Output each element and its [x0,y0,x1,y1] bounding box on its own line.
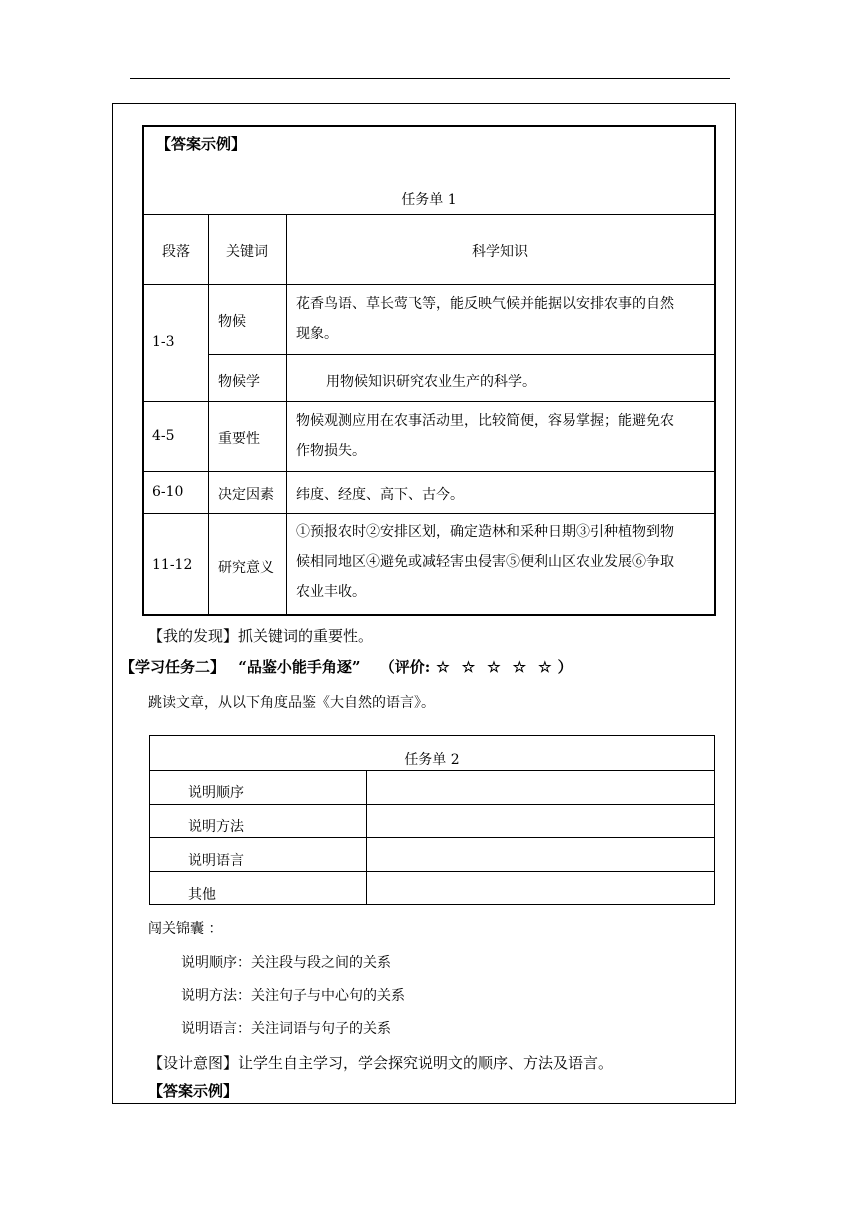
tip-order: 说明顺序：关注段与段之间的关系 [181,955,391,971]
my-discovery: 【我的发现】抓关键词的重要性。 [148,627,374,645]
row-keyword-wuhou: 物候 [218,314,246,330]
row-keyword-significance: 研究意义 [218,560,274,576]
star-icon: ☆ [436,658,450,676]
task2-instruction: 跳读文章，从以下角度品鉴《大自然的语言》。 [148,695,435,711]
tips-title: 闯关锦囊 ： [148,921,223,937]
row-para-11-12: 11-12 [152,557,193,573]
answer-example-label-2: 【答案示例】 [148,1082,239,1100]
row-para-4-5: 4-5 [152,428,175,444]
table2-row-language: 说明语言 [188,853,244,869]
table1-title: 任务单 1 [401,192,457,208]
row-keyword-wuhouxue: 物候学 [218,374,260,390]
row-knowledge-factors: 纬度、经度、高下、古今。 [296,487,464,503]
tip-method: 说明方法：关注句子与中心句的关系 [181,988,405,1004]
table2-row-other: 其他 [188,887,216,903]
task2-title: 【学习任务二】 “品鉴小能手角逐” （评价: ☆ ☆ ☆ ☆ ☆ ） [120,658,573,676]
task-table-2 [149,735,715,905]
task-table-1 [142,125,716,616]
star-icon: ☆ [538,658,552,676]
header-paragraph: 段落 [162,244,190,260]
star-icon: ☆ [461,658,476,676]
tip-language: 说明语言：关注词语与句子的关系 [181,1021,391,1037]
row-keyword-factors: 决定因素 [218,487,274,503]
row-knowledge-importance: 物候观测应用在农事活动里，比较简便，容易掌握；能避免农 作物损失。 [296,413,674,459]
star-icon: ☆ [512,658,527,676]
header-rule [130,78,730,79]
row-knowledge-wuhouxue: 用物候知识研究农业生产的科学。 [326,374,536,390]
answer-example-label: 【答案示例】 [156,135,247,153]
design-intent: 【设计意图】让学生自主学习，学会探究说明文的顺序、方法及语言。 [148,1054,614,1072]
header-knowledge: 科学知识 [472,244,528,260]
row-knowledge-significance: ①预报农时②安排区划，确定造林和采种日期③引种植物到物 候相同地区④避免或减轻害虫侵害⑤便利山区农业发展⑥争取 农业丰收。 [296,524,674,600]
row-keyword-importance: 重要性 [218,431,260,447]
star-icon: ☆ [487,658,501,676]
row-para-1-3: 1-3 [152,334,175,350]
row-knowledge-wuhou: 花香鸟语、草长莺飞等，能反映气候并能据以安排农事的自然 现象。 [296,296,674,342]
table2-row-method: 说明方法 [188,819,244,835]
table2-title: 任务单 2 [404,752,460,768]
header-keyword: 关键词 [226,244,268,260]
table2-row-order: 说明顺序 [188,785,244,801]
row-para-6-10: 6-10 [152,484,184,500]
